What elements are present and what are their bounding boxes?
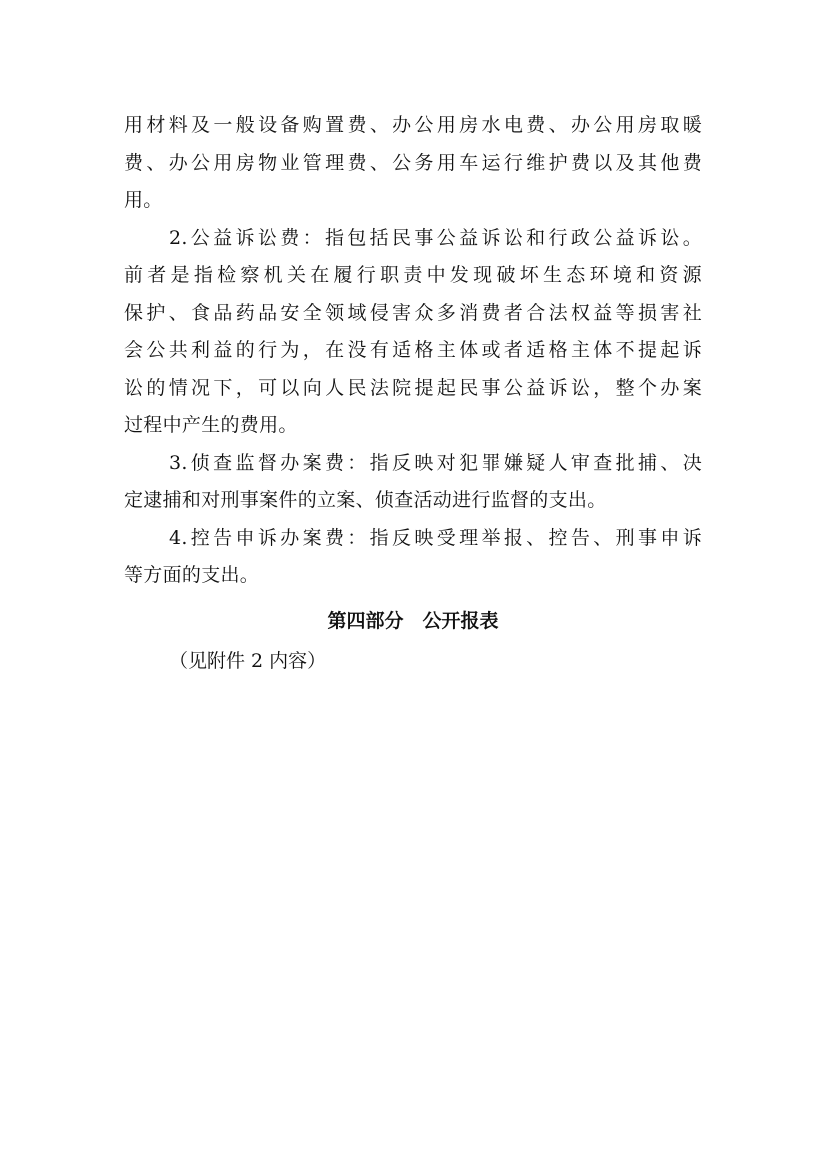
paragraph-line: 等方面的支出。 <box>124 564 260 586</box>
paragraph <box>124 520 702 595</box>
section-heading: 第四部分 公开报表 <box>327 609 499 632</box>
paragraph-line: 2.公益诉讼费：指包括民事公益诉讼和行政公益诉讼。 <box>169 226 702 249</box>
paragraph-line: 讼的情况下，可以向人民法院提起民事公益诉讼，整个办案 <box>124 376 702 399</box>
paragraph <box>124 220 702 445</box>
paragraph-line: 定逮捕和对刑事案件的立案、侦查活动进行监督的支出。 <box>124 489 607 511</box>
paragraph-line: 保护、食品药品安全领域侵害众多消费者合法权益等损害社 <box>124 301 702 324</box>
paragraph-line: 会公共利益的行为，在没有适格主体或者适格主体不提起诉 <box>124 339 702 361</box>
paragraph-line: 4.控告申诉办案费：指反映受理举报、控告、刑事申诉 <box>169 526 702 549</box>
paragraph-line: 用。 <box>124 189 163 211</box>
attachment-note: （见附件 2 内容） <box>169 649 327 672</box>
paragraph-line: 费、办公用房物业管理费、公务用车运行维护费以及其他费 <box>124 151 702 174</box>
paragraph <box>124 107 702 220</box>
paragraph-line: 用材料及一般设备购置费、办公用房水电费、办公用房取暖 <box>124 114 702 136</box>
paragraph <box>124 445 702 520</box>
paragraph-line: 过程中产生的费用。 <box>124 414 298 436</box>
document-body <box>124 107 702 680</box>
paragraph-line: 3.侦查监督办案费：指反映对犯罪嫌疑人审查批捕、决 <box>169 451 702 474</box>
paragraph-line: 前者是指检察机关在履行职责中发现破坏生态环境和资源 <box>124 264 702 286</box>
